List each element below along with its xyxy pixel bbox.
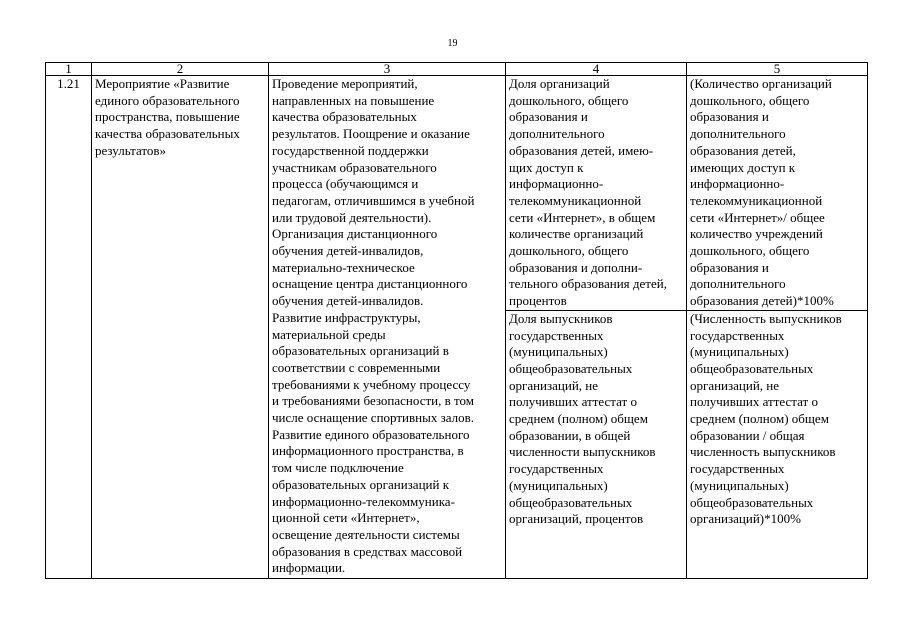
text-line: Проведение мероприятий, — [272, 76, 418, 91]
column-numbers-row — [46, 63, 868, 76]
text-line: телекоммуникационной — [509, 192, 642, 208]
text-line: информационного пространства, в — [272, 443, 464, 459]
text-line: информации. — [272, 560, 346, 576]
text-line: числе оснащение спортивных залов. — [272, 410, 474, 426]
column-header: 3 — [269, 63, 506, 76]
text-line: щих доступ к — [509, 159, 584, 175]
text-line: общеобразовательных — [690, 494, 814, 510]
text-line: (Численность выпускников — [690, 310, 842, 326]
text-line: телекоммуникационной — [690, 192, 823, 208]
text-line: информационно-телекоммуника- — [272, 493, 455, 509]
text-line: или трудовой деятельности). — [272, 209, 432, 225]
text-line: численность выпускников — [690, 444, 836, 460]
text-line: информационно- — [690, 176, 785, 192]
text-line: дополнительного — [690, 276, 786, 292]
text-line: освещение деятельности системы — [272, 526, 460, 542]
text-line: организаций, не — [690, 377, 780, 393]
indicator-name-cell — [506, 310, 687, 578]
text-line: Доля выпускников — [509, 310, 613, 326]
text-line: образовательных организаций в — [272, 343, 449, 359]
text-line: (Количество организаций — [690, 76, 832, 91]
event-cell — [92, 76, 269, 579]
text-line: Развитие инфраструктуры, — [272, 309, 421, 325]
column-header: 5 — [687, 63, 868, 76]
column-header: 1 — [46, 63, 92, 76]
text-line: обучения детей-инвалидов, — [272, 243, 424, 259]
text-line: (муниципальных) — [690, 477, 789, 493]
text-line: среднем (полном) общем — [509, 411, 648, 427]
text-line: образовании / общая — [690, 427, 805, 443]
text-line: дошкольного, общего — [690, 92, 810, 108]
text-line: дошкольного, общего — [509, 243, 629, 259]
text-line: образования и — [690, 109, 769, 125]
text-line: дошкольного, общего — [509, 92, 629, 108]
text-line: получивших аттестат о — [509, 394, 637, 410]
text-line: сети «Интернет»/ общее — [690, 209, 825, 225]
text-line: оснащение центра дистанционного — [272, 276, 468, 292]
text-line: среднем (полном) общем — [690, 411, 829, 427]
text-line: образования и дополни- — [509, 259, 643, 275]
text-line: качества образовательных — [272, 109, 417, 125]
text-line: государственной поддержки — [272, 142, 429, 158]
text-line: участникам образовательного — [272, 159, 437, 175]
text-line: единого образовательного — [95, 92, 240, 108]
text-line: дополнительного — [509, 126, 605, 142]
text-line: государственных — [690, 327, 785, 343]
text-line: тельного образования детей, — [509, 276, 667, 292]
text-line: направленных на повышение — [272, 92, 435, 108]
text-line: Доля организаций — [509, 76, 610, 91]
text-line: обучения детей-инвалидов. — [272, 293, 424, 309]
page-number: 19 — [447, 38, 458, 49]
text-line: (муниципальных) — [690, 344, 789, 360]
text-line: количество учреждений — [690, 226, 823, 242]
text-line: организаций)*100% — [690, 511, 801, 527]
text-line: государственных — [509, 461, 604, 477]
column-header: 4 — [506, 63, 687, 76]
text-line: организаций, не — [509, 377, 599, 393]
text-line: соответствии с современными — [272, 359, 441, 375]
indicator-formula-cell — [687, 76, 868, 311]
text-line: образовании, в общей — [509, 427, 631, 443]
column-header: 2 — [92, 63, 269, 76]
text-line: материально-техническое — [272, 259, 415, 275]
text-line: Мероприятие «Развитие — [95, 76, 230, 91]
item-number: 1.21 — [46, 76, 92, 579]
text-line: образования детей, имею- — [509, 142, 654, 158]
text-line: образовательных организаций к — [272, 476, 450, 492]
text-line: процесса (обучающимся и — [272, 176, 419, 192]
text-line: организаций, процентов — [509, 511, 644, 527]
text-line: процентов — [509, 293, 567, 309]
text-line: пространства, повышение — [95, 109, 240, 125]
indicator-formula-cell — [687, 310, 868, 578]
text-line: сети «Интернет», в общем — [509, 209, 656, 225]
indicators-table — [45, 62, 868, 579]
indicator-name-cell — [506, 76, 687, 311]
text-line: требованиями к учебному процессу — [272, 376, 471, 392]
text-line: результатов» — [95, 142, 167, 158]
text-line: государственных — [690, 461, 785, 477]
text-line: количестве организаций — [509, 226, 644, 242]
text-line: результатов. Поощрение и оказание — [272, 126, 470, 142]
text-line: ционной сети «Интернет», — [272, 510, 420, 526]
text-line: (муниципальных) — [509, 344, 608, 360]
text-line: Развитие единого образовательного — [272, 426, 470, 442]
text-line: том числе подключение — [272, 460, 404, 476]
text-line: качества образовательных — [95, 126, 240, 142]
text-line: педагогам, отличившимся в учебной — [272, 192, 475, 208]
text-line: образования и — [690, 259, 769, 275]
text-line: имеющих доступ к — [690, 159, 796, 175]
text-line: образования детей)*100% — [690, 293, 834, 309]
text-line: образования в средствах массовой — [272, 543, 463, 559]
text-line: численности выпускников — [509, 444, 656, 460]
text-line: образования и — [509, 109, 588, 125]
table-row — [46, 76, 868, 311]
text-line: и требованиями безопасности, в том — [272, 393, 474, 409]
activities-cell — [269, 76, 506, 579]
text-line: общеобразовательных — [509, 494, 633, 510]
text-line: Организация дистанционного — [272, 226, 438, 242]
text-line: общеобразовательных — [690, 360, 814, 376]
text-line: (муниципальных) — [509, 477, 608, 493]
text-line: дошкольного, общего — [690, 243, 810, 259]
text-line: общеобразовательных — [509, 360, 633, 376]
text-line: государственных — [509, 327, 604, 343]
text-line: получивших аттестат о — [690, 394, 818, 410]
text-line: материальной среды — [272, 326, 386, 342]
text-line: образования детей, — [690, 142, 796, 158]
text-line: дополнительного — [690, 126, 786, 142]
text-line: информационно- — [509, 176, 604, 192]
